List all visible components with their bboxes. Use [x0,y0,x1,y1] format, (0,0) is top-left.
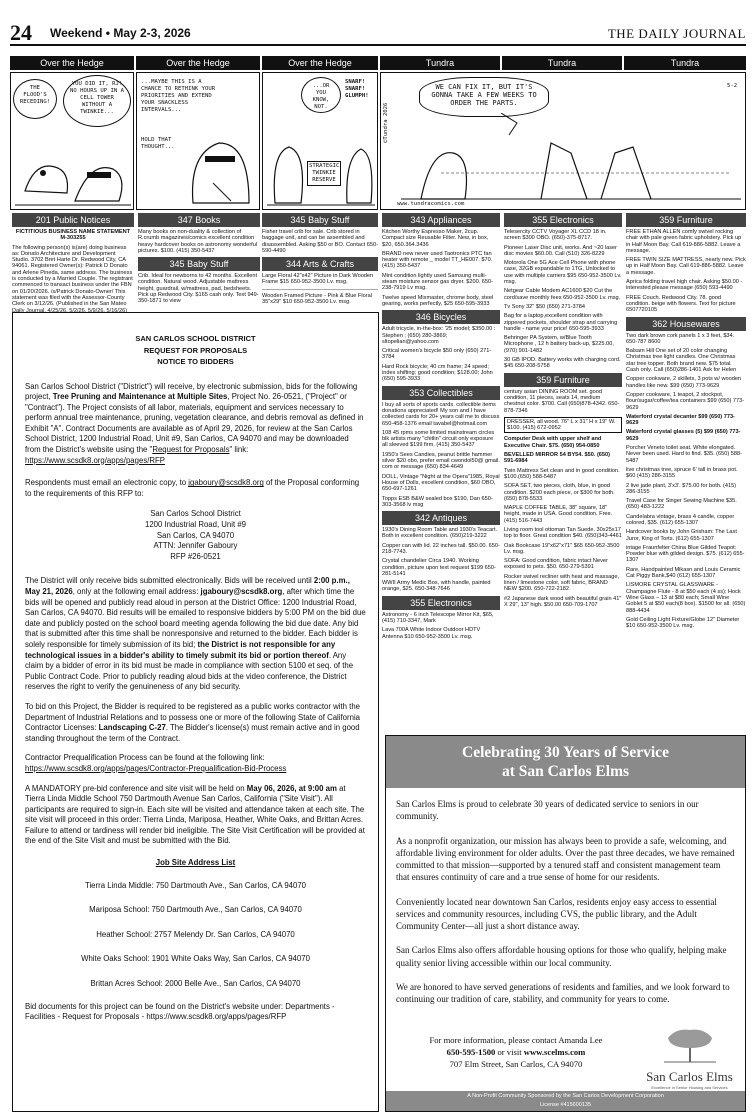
text-run: Contractor Prequalification Process can be found at the following link: [25,753,265,763]
footer-line: A Non-Profit Community Sponsored by the San Carlos Development Corporation [467,1093,664,1099]
classified-ad: FREE Couch. Redwood City. 78. good condition. beige with flowers. Text for picture 6507720105 [626,294,736,314]
comic-title-tundra-3: Tundra [624,56,746,70]
classified-ad: Pioneer Laser Disc unit, works. And ~20 laser disc movies $60.00. Call (510) 326-8229 [504,244,618,257]
classified-ad: LISMORE CRYSTAL GLASSWARE - Champagne Flute - 8 at $50 each (4 ss); Hock Wine Glass – 13 at $80 each; Small Wine Goblet 5 at $50 each(8 box). $1500 for all. (650) 888-4434 [626,582,746,614]
classified-ad: Behringer PA System, w/Blue Tooth Microphone , 12 h battery back-up, $225.00, (970) 901-1482 [504,335,614,354]
ad-body [386,788,745,1005]
raccoon-figure-icon [15,131,131,209]
text-run: To bid on this Project, the Bidder is required to be registered as a public works contractor with the Department of Industrial Relations and to possess one or more of the following State of California Contractor Licenses: [25,701,361,733]
address-line: RFP #26-0521 [170,551,221,561]
classified-ad: Gold Ceiling Light Fixture/Globe 12" Diameter $10 650-952-3500 Lv. msg. [626,616,740,630]
classified-ad: #2 Japanese dark wood with beautiful grain 41" X 29", 13" high. $50.00 650-709-1707 [504,595,622,608]
classified-ad: 108 45 rpms some limited mainstream circles blk artists many "chitlin" circuit only exposure all sleeved $199 firm. (415) 350-5437 [382,429,495,449]
classified-ad: Oak Bookcase 19"x62"x71" $65 650-952-3500 Lv. msg. [504,542,620,555]
section-header: 359 Furniture [504,373,622,387]
tundra-scene-icon [401,113,741,201]
text-run: at Tierra Linda Middle School 750 Dartmouth Avenue San Carlos, California ("Site Visit"). All participants are required to sign-in. Each site will be visited and attendance taken at each site. The site visit will proceed in this order: Tierra Linda, Mariposa, Heather, White Oaks, and Brittan Acres. Failure to attend or tardiness will render bid ineligible. The Site Visit Certification will be provided at the end of the Site Visit and must be submitted with the Bid. [25,783,365,846]
job-site-item: Brittan Acres School: 2000 Belle Ave., San Carlos, CA 94070 [90,979,301,989]
job-site-item: Mariposa School: 750 Dartmouth Ave., San Carlos, CA 94070 [89,905,302,915]
classified-ad: Lava 700A White Indoor Outdoor HDTV Antenna $10 650-952-3500 Lv. msg. [382,627,481,640]
prequalification-link[interactable]: https://www.scsdk8.org/apps/pages/Contractor-Prequalification-Bid-Process [25,763,287,773]
classified-ad: 2 live jade plant, 3'x3'. $75.00 for both. (415) 286-3155 [626,482,737,495]
newspaper-name: THE DAILY JOURNAL [607,26,746,41]
classified-ad: MAPLE COFFEE TABLE, 38" square, 18" height, made in USA. Good condition. Free.(415) 516-7443 [504,505,613,524]
rfp-url-link[interactable]: https://www.scsdk8.org/apps/pages/RFP [25,455,165,465]
notice-paragraph [25,702,366,744]
classified-ad: Copper cookware, 2 skillets, 3 pots w/ wooden handles like new. $99 (650) 773-9629 [626,376,742,389]
comic-title-hedge-1: Over the Hedge [10,56,134,70]
ad-paragraph: As a nonprofit organization, our mission has always been to provide a safe, welcoming, and affordable living environment for older adults. Over the past three decades, we have remained committed to that mission—supported by a tenured staff and consistent management team that ensures continuity of care and a true sense of home for our residents. [396,835,735,883]
classified-column-1 [12,213,134,317]
speech-bubble: THE FLOOD'S RECEDING! [13,79,57,119]
notice-heading-3: NOTICE TO BIDDERS [157,357,234,366]
notice-paragraph [25,753,366,774]
classified-column-6 [626,213,746,632]
classified-ad: 1930's Dining Room Table and 1930's Teacart. Both in excellent condition. (650)219-3222 [382,527,498,540]
classified-ad: Copper can with lid. 22 inches tall. $50.00. 650-218-7743. [382,542,500,555]
job-site-item: Heather School: 2757 Melendy Dr. San Carlos, CA 94070 [96,929,295,939]
classified-column-5 [504,213,622,611]
classified-ad: I buy all sorts of sports cards. collectible items donations appreciated! My son and I have collected cards for 20+ years call me to discuss 650-458-1376 email tavabel@hotmail.com [382,401,500,427]
job-site-list [25,858,366,990]
section-header: 342 Antiques [382,511,500,525]
classified-ad: Rocker swivel recliner with heat and massage, linen / limestone color, soft fabric, BRAND NEW $200. 650-722-2182 [504,573,620,593]
masthead [10,20,746,46]
section-header: 346 Bicycles [382,310,500,324]
comic-panel-hedge-1 [10,72,134,210]
classified-ad: BRAND new never used Taotronics PTC fan heater with remote _ model TT_HE007. $70. (415) 350-5437 [382,250,493,270]
comic-title-hedge-2: Over the Hedge [136,56,260,70]
classified-ad: Copper cookware, 1 teapot, 2 stockpot, flour/sugar/coffee/tea containers $99 (650) 773-9629 [626,391,745,411]
section-header: 201 Public Notices [12,213,134,227]
section-header: 353 Collectibles [382,386,500,400]
contact-address: 707 Elm Street, San Carlos, CA 94070 [449,1059,583,1069]
classified-ad: Candelabra vintage, brass 4 candle, copper colored, $35. (612) 655-1307 [626,513,735,526]
section-header: 362 Housewares [626,317,746,331]
comic-date: 5-2 [727,83,738,89]
classified-ad: century asian DINING ROOM set. good condition, 11 pieces, seats 14, medium chestnut color. $700. Call (650)878-4342. 650-878-7346 [504,388,620,414]
classified-ad: FREE ETHAN ALLEN comfy swivel rocking chair with pale green fabric upholstery. Pick up in Half Moon Bay. Call 619-886-5882. Leave a message. [626,229,742,254]
job-site-item: White Oaks School: 1901 White Oaks Way, San Carlos, CA 94070 [81,954,310,964]
comic-panel-hedge-3 [262,72,378,210]
classified-ad: Many books on non-duality & collection of R.crumb magazines/comics excellent condition heavy hardcover books on astronomy wonderful pictures. $100. (415) 350-5437 [138,229,258,254]
email-link[interactable]: jgaboury@scsdk8.org [188,478,264,488]
classified-ad: Bag for a laptop,excellent condition with zippered pockets, shoulder strap and carrying handle - name your price! 650-595-3933 [504,313,618,332]
classified-ad: 30 GB IPOD. Battery works with charging cord. $45 650-208-5758 [504,357,621,370]
text-run: or visit [495,1047,524,1057]
text-run-bold: 2:00 p.m., May 21, 2026 [25,576,350,596]
ad-paragraph: San Carlos Elms is proud to celebrate 30 years of dedicated service to seniors in our community. [396,799,699,822]
text-run: A MANDATORY pre-bid conference and site visit will be held on [25,783,247,793]
notice-paragraph [25,576,366,693]
classified-ad: Waterford crystal glasses (5) $99 (650) 773-9629 [626,429,741,442]
classified-ad: Topps ESB B&W sealed box $190, Dan 650-303-3568 lv msg [382,495,493,508]
speech-bubble: WE CAN FIX IT, BUT IT'S GONNA TAKE A FEW WEEKS TO ORDER THE PARTS. [419,77,549,117]
text-run: , only at the following email address: [72,587,201,596]
tree-icon [660,1026,720,1064]
notice-paragraph [25,784,366,848]
section-header: 359 Furniture [626,213,746,227]
comic-caption: HOLD THAT THOUGHT... [141,137,175,150]
section-header: 343 Appliances [382,213,500,227]
notice-paragraph [25,382,366,467]
classified-ad: Computer Desk with upper shelf and Executive Chair. $75. (650) 954-0850 [504,436,602,449]
comic-title-tundra-2: Tundra [502,56,622,70]
comic-panel-hedge-2 [136,72,260,210]
logo-name: San Carlos Elms [646,1069,733,1084]
classified-ad: Motorola One 5G Ace Cell Phone with phone case, 32GB expandable to 1TG, Unlocked to use with multiple carriers $95 650-952-3500 Lv. msg. [504,260,622,286]
comic-title-tundra-1: Tundra [380,56,500,70]
text-run: The District will only receive bids submitted electronically. Bids will be received until [25,576,314,586]
classified-ad: Telesercity CCTV Voyager XL CCD 18 in. screen $300 OBO. (650)-375-8717. [504,229,607,242]
classified-ad: Adult tricycle, in-the-box: '25 model; $350.00 : Stephen ; (650) 280-3869; sltopelian@yahoo.com [382,326,496,345]
text-run-bold: Tree Pruning and Maintenance at Multiple Sites [52,392,228,402]
classified-ad: Hardcover books by John Grisham: The Last Juror, King of Torts. (612) 655-1307 [626,529,737,542]
address-line: 1200 Industrial Road, Unit #9 [145,520,246,530]
classified-ad: Large Floral 42"x42" Picture in Dark Wooden Frame $15 650-952-3500 Lv. msg. [262,273,374,286]
classified-ad: Mint condition lightly used Samsung multi-steam moisture sensor gas dryer. $200. 650-238-7919 Lv msg. [382,272,493,292]
rfp-link[interactable]: Request for Proposals [152,445,230,455]
text-run: San Carlos School District ("District") will receive, by electronic submission, bids for the following project, [25,381,358,402]
school-district-notice [12,312,379,1112]
classified-ad: Balsam Hill One set of 20 color changing Christmas tree light candles. One Christmas star tree topper. Both brand new. $75 total. Cash only. Call (650)286-1401 Ask for Helen [626,348,737,374]
text-run-bold: jgaboury@scsdk8.org [200,587,283,596]
classified-ad: Twin Mattress Set clean and in good condition. $100.(650) 588-5487 [504,467,620,480]
classified-ad: Twelve speed Mixmaster, chrome body, steel gearing, works perfectly, $25 650-595-3933 [382,294,494,307]
classified-column-3 [262,213,378,308]
classified-ad: Netgear Cable Modem AC1600 $20 Cut the cord/save monthly fees 650-952-3500 Lv. msg. [504,288,621,301]
comic-caption: ...MAYBE THIS IS A CHANCE TO RETHINK YOUR PRIORITIES AND EXTEND YOUR SNACKLESS INTERVALS... [141,79,216,113]
text-run: of the Proposal conforming to the requirements of this RFP to: [25,478,360,498]
classified-ad-boxed: DRESSER, all wood. 76" L x 31" H x 19" W. $100. (415) 672-0952 [504,417,622,434]
san-carlos-elms-ad [385,735,746,1112]
ad-headline-line: at San Carlos Elms [501,763,630,780]
edition-date: Weekend • May 2-3, 2026 [50,26,191,40]
classified-ad: Porcher Veneto toilet seat. White elongated. Never been used. Hard to find. $35. (650) 588-5487 [626,445,742,464]
classified-ad: SOFA: Good condition, fabric intact Never exposed to pets. $50. 650-279-5391 [504,558,608,571]
ad-headline [386,736,745,788]
section-header: 347 Books [138,213,260,227]
classified-ad: SOFA SET, two pieces, cloth, blue, in good condition. $200 each piece, or $300 for both. (650) 878-5533 [504,483,615,502]
classified-ad: Crystal chandelier Circa 1940. Working condition, picture upon text request $199 650-281-5141 [382,558,496,577]
classified-ad: Two dark brown cork panels 1 x 3 feet, $34. 650-787 8600 [626,332,735,345]
classified-ad: Critical women's bicycle $50 only (650) 271-3784 [382,348,492,361]
comic-url: www.tundracomics.com [397,201,465,207]
classified-ad: Wooden Framed Picture - Pink & Blue Floral 35"x29" $10 650-952-3500 Lv. msg. [262,292,372,306]
ad-footer [386,1091,745,1111]
job-site-item: Tierra Linda Middle: 750 Dartmouth Ave., San Carlos, CA 94070 [84,880,307,890]
notice-title: FICTITIOUS BUSINESS NAME STATEMENT M-303255 [15,229,131,242]
comic-sfx: SNARF! SNARF! GLUMPH! [345,79,369,99]
classified-ad: WWII Army Medic Box, with handle, painted orange, $25. 650-348-7646 [382,580,491,593]
classified-ad: FREE TWIN SIZE MATTRESS, nearly new. Pick up in Half Moon Bay. Call 619-886-5882. Leave a message. [626,257,746,276]
notice-heading-2: REQUEST FOR PROPOSALS [143,345,248,355]
text-run-bold: May 06, 2026, at 9:00 am [246,783,337,793]
classified-ad: Crib. Ideal for newborns to 42 months. Excellent condition. Natural wood. Adjustable mattress height, guardrail, w/mattress, pad, bedsheets. Pick up Redwood City. $165 cash only. Text 949-350-1871 to view [138,273,259,305]
section-header: 355 Electronics [504,213,622,227]
ad-paragraph: San Carlos Elms also offers affordable housing options for those who qualify, helping make quality senior living accessible within our local community. [396,945,727,968]
text-run-bold: Landscaping C-27 [98,723,166,733]
classified-column-4 [382,213,500,643]
classified-ad: Kitchen Worthy Espresso Maker, 2cup. Compact size Reusable Filter. New, in box, $20, 650.364.3436 [382,229,489,248]
classified-ad: Astronomy - 6 inch Telescope Mirror Kit, $65, (415) 710-3347, Mark [382,611,494,625]
classified-column-2 [138,213,260,308]
comic-title-hedge-3: Over the Hedge [262,56,378,70]
classified-ad: DOLL, Vintage "Night at the Opera"1985, Royal House of Dolls, excellent condition, $60 OBO, 650-697-1261 [382,473,500,493]
classified-ad: Hard Rock bicycle; 40 cm frame; 24 speed; index shifting; good condition; $128.00; John (650) 595-3933 [382,363,493,383]
section-header: 345 Baby Stuff [138,257,260,271]
text-run-bold: the District is not responsible for any technological issues in a bidder's ability to timely submit its bid or portion thereof [25,639,336,660]
address-line: San Carlos School District [150,509,241,519]
section-header: 344 Arts & Crafts [262,257,378,271]
hedge-figure-icon [267,123,375,207]
logo-tagline: Excellence in Senior Housing and Services [651,1085,728,1090]
text-run: , after which time the bids will be opened and publicly read aloud in person at the District Office: 1200 Industrial Road, San Carlos, CA 94070. Bid results will be emailed to responsive bidders by 5:00 PM on the bid due date and publicly posted on the school board meeting agenda following the bid due date. Any bid that is submitted after this time shall be nonresponsive and returned to the bidder. Each bidder is solely responsible for timely submission of its bid; [25,587,366,649]
ad-contact [396,1034,636,1070]
website-link[interactable]: www.scelms.com [523,1047,586,1057]
classified-ad: intage Fraunfelter China Blue Gilded Teapot: Powder blue with gilded design. $75. (612) 655-1307 [626,544,745,564]
classified-ad: Fisher travel crib for sale. Crib stored in baggage unit, and can be assembled and disassembled. Asking $50 or BO. Contact 650-590-4490 [262,229,378,254]
text-run: Respondents must email an electronic copy, to [25,478,189,488]
classified-ad: Tv Sony 32" $50 (650) 271-3784 [504,303,585,310]
comic-sign: STRATEGIC TWINKIE RESERVE [307,161,341,186]
classified-ad: BEVELLED MIRROR 54 BY54. $50. (650) 591-6984 [504,452,611,465]
text-run: " link: [229,445,249,455]
comic-panel-tundra [380,72,746,210]
notice-address-block [25,509,366,562]
ad-paragraph: We are honored to have served generations of residents and families, and we look forward to continuing our tradition of care, stability, and community for years to come. [396,981,730,1005]
job-site-heading: Job Site Address List [155,858,236,868]
raccoon-figure-icon [183,113,259,209]
classified-ad: The following person(s) is(are) doing business as: Donato Architecture and Development Studio. 3702 Bret Harte Dr. Redwood City, CA 94061. Registered Owner(s): Patrick D Donato and Arlene Pineda, same address. The business is conducted by a Married Couple. The registrant commenced to transact business under the FBN on 01/20/2026. /s/Patrick Donato-Owner/ This statement was filed with the Assessor-County Clerk on 3/12/26. (Published in the San Mateo Daily Journal, 4/25/26, 5/2/26, 5/9/26, 5/16/26) [12,244,133,314]
text-run: , Project No. 26-0521, ("Project" or "Contract"). The Project consists of all labor, materials, equipment and services necessary to perform annual tree maintenance, pruning, vegetation clearance, and debris removal as defined in Exhibit "A". Contract Documents are available as of April 29, 2026, for review at the San Carlos School District, 1200 Industrial Road, Unit #9, San Carlos, CA 94070 and may be downloaded from the District's website using the " [25,392,364,455]
classified-ad: Aprica folding travel high chair. Asking $50.00 - interested please message (650) 593-4490 [626,279,743,292]
classified-ad: Living room tool ottoman Tan Suede. 30x25x17 top to floor. Great condition $40. (650)343-4461 [504,526,622,540]
classified-ad: Rare, Handpainted Mikasn and Louis Ceramic Cat Piggy Bank,$40 (612) 655-1307 [626,566,741,580]
text-run: . The Bidder's license(s) must remain active and in good standing throughout the term of the Contract. [25,723,360,743]
comic-copyright: ©Tundra 2026 [383,102,389,143]
footer-line: License #415600135 [539,1102,592,1108]
classified-ad: Travel Case for Singer Sewing Machine $35. (650) 483-1222 [626,498,737,511]
ad-paragraph: Conveniently located near downtown San Carlos, residents enjoy easy access to essential services and community resources, including CVS, the public library, and the Adult Community Center—all just a short distance away. [396,896,717,931]
notice-paragraph [25,478,366,499]
address-line: San Carlos, CA 94070 [156,530,235,540]
contact-line: For more information, please contact Amanda Lee [429,1035,603,1045]
ad-headline-line: Celebrating 30 Years of Service [462,744,669,761]
classified-ad: 1950's Sees Candies, peanut brittle hammer silver $20 obo, prefer email cwondol50@ gmail. com or message (650) 834-4649 [382,451,500,471]
elms-logo [642,1026,737,1090]
text-run: . Any claim by a bidder of error in its bid must be made in compliance with section 5100 et seq. of the Public Contract Code. Prior to publicly reading aloud bids at the video conference, the District reserves the right to verify the genuineness of any bid security. [25,650,354,692]
notice-paragraph: Bid documents for this project can be found on the District's website under: Departments - Facilities - Request for Proposals - https://www.scsdk8.org/apps/pages/RFP [25,1001,335,1022]
speech-bubble: ...OR YOU KNOW, NOT. [301,77,341,113]
page-number: 24 [10,20,32,45]
speech-bubble: YOU DID IT, RJ! NO HOURS UP IN A CELL TOWER WITHOUT A TWINKIE... [63,75,131,127]
section-header: 345 Baby Stuff [262,213,378,227]
classified-ad: live christmas tree, spruce 6' tall in brass pot. $60 (415) 286-3155 [626,466,738,480]
notice-heading-1: SAN CARLOS SCHOOL DISTRICT [135,334,256,343]
address-line: ATTN: Jennifer Gaboury [153,541,238,551]
phone-number[interactable]: 650-595-1500 [446,1047,496,1057]
classified-ad: Waterford crystal decanter $99 (650) 773-9629 [626,413,735,427]
section-header: 355 Electronics [382,596,500,610]
